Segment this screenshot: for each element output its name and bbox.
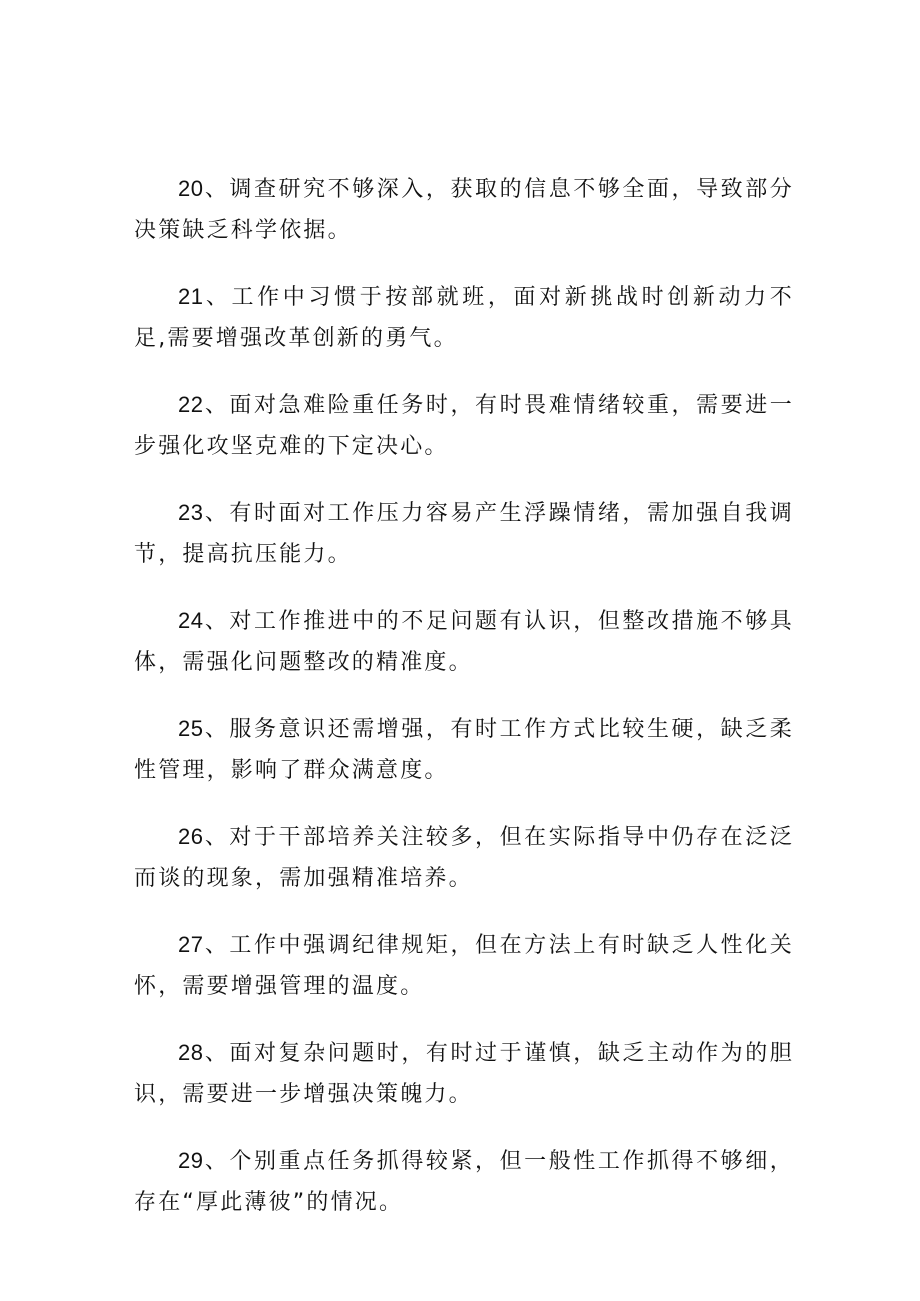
item-text: 、对于干部培养关注较多，但在实际指导中仍存在泛泛而谈的现象，需加强精准培养。 — [134, 825, 794, 891]
item-number: 28 — [178, 1040, 204, 1065]
list-item — [134, 816, 794, 899]
list-item — [134, 708, 794, 791]
list-item — [134, 924, 794, 1007]
item-number: 25 — [178, 716, 204, 741]
item-text: 、个别重点任务抓得较紧，但一般性工作抓得不够细，存在“厚此薄彼”的情况。 — [134, 1149, 794, 1215]
item-number: 29 — [178, 1148, 204, 1173]
item-number: 24 — [178, 608, 204, 633]
list-item — [134, 384, 794, 467]
item-number: 26 — [178, 824, 204, 849]
item-text: 、工作中强调纪律规矩，但在方法上有时缺乏人性化关怀，需要增强管理的温度。 — [134, 933, 794, 999]
list-item — [134, 492, 794, 575]
item-number: 20 — [178, 176, 204, 201]
item-number: 27 — [178, 932, 204, 957]
item-text: 、服务意识还需增强，有时工作方式比较生硬，缺乏柔性管理，影响了群众满意度。 — [134, 717, 794, 783]
item-text: 、面对急难险重任务时，有时畏难情绪较重，需要进一步强化攻坚克难的下定决心。 — [134, 393, 794, 459]
item-text: 、调查研究不够深入，获取的信息不够全面，导致部分决策缺乏科学依据。 — [134, 177, 794, 243]
item-number: 21 — [178, 284, 204, 309]
list-item — [134, 168, 794, 251]
document-body — [134, 168, 794, 1248]
list-item — [134, 276, 794, 359]
item-text: 、工作中习惯于按部就班，面对新挑战时创新动力不足,需要增强改革创新的勇气。 — [134, 285, 794, 351]
item-text: 、面对复杂问题时，有时过于谨慎，缺乏主动作为的胆识，需要进一步增强决策魄力。 — [134, 1041, 794, 1107]
list-item — [134, 1140, 794, 1223]
item-text: 、有时面对工作压力容易产生浮躁情绪，需加强自我调节，提高抗压能力。 — [134, 501, 794, 567]
item-number: 23 — [178, 500, 204, 525]
item-text: 、对工作推进中的不足问题有认识，但整改措施不够具体，需强化问题整改的精准度。 — [134, 609, 794, 675]
list-item — [134, 1032, 794, 1115]
item-number: 22 — [178, 392, 204, 417]
list-item — [134, 600, 794, 683]
